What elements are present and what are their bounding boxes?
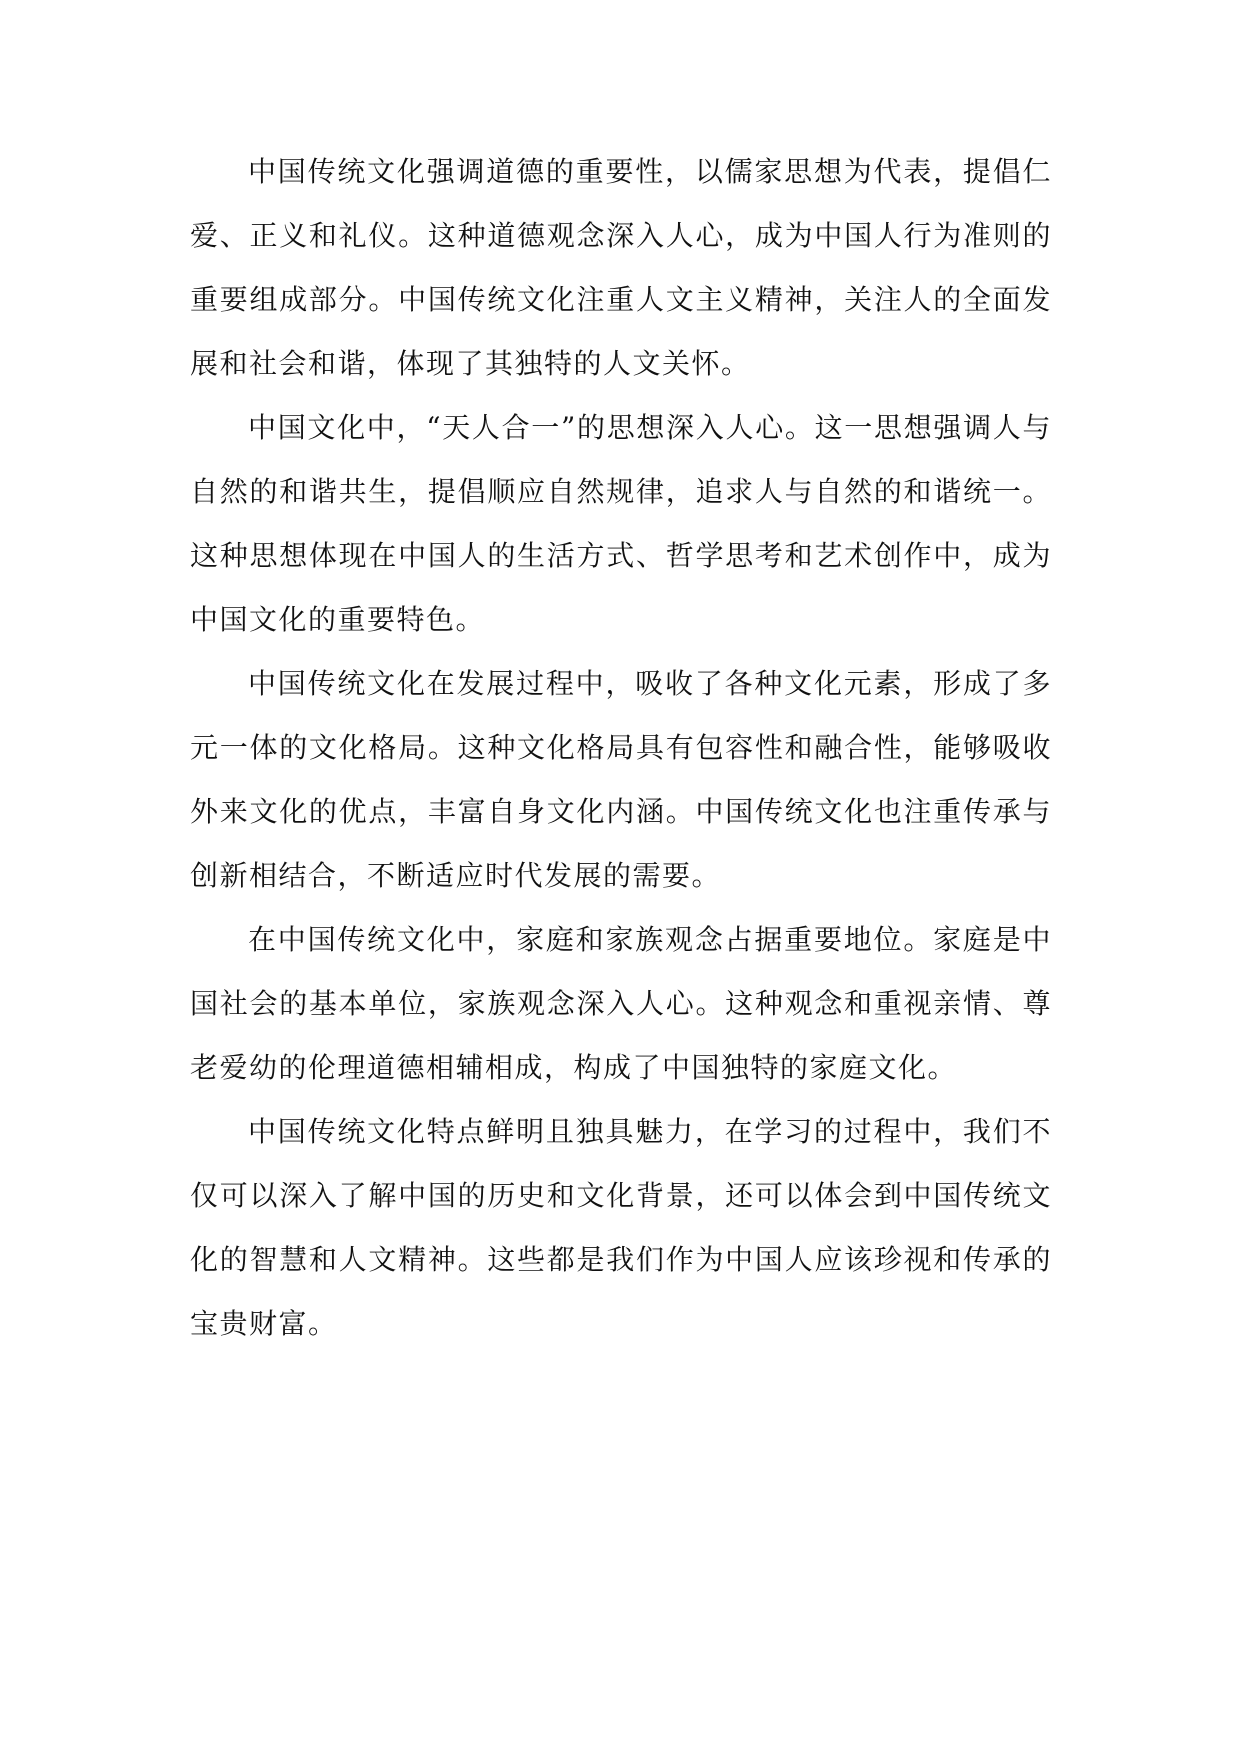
paragraph-1: 中国传统文化强调道德的重要性，以儒家思想为代表，提倡仁爱、正义和礼仪。这种道德观念深入人心，成为中国人行为准则的重要组成部分。中国传统文化注重人文主义精神，关注人的全面发展和社会和谐，体现了其独特的人文关怀。 [190, 155, 1052, 380]
paragraph-5: 中国传统文化特点鲜明且独具魅力，在学习的过程中，我们不仅可以深入了解中国的历史和文化背景，还可以体会到中国传统文化的智慧和人文精神。这些都是我们作为中国人应该珍视和传承的宝贵财富。 [190, 1115, 1052, 1340]
paragraph-2: 中国文化中，“天人合一”的思想深入人心。这一思想强调人与自然的和谐共生，提倡顺应自然规律，追求人与自然的和谐统一。这种思想体现在中国人的生活方式、哲学思考和艺术创作中，成为中国文化的重要特色。 [190, 411, 1052, 636]
paragraph-3: 中国传统文化在发展过程中，吸收了各种文化元素，形成了多元一体的文化格局。这种文化格局具有包容性和融合性，能够吸收外来文化的优点，丰富自身文化内涵。中国传统文化也注重传承与创新相结合，不断适应时代发展的需要。 [190, 667, 1052, 892]
paragraph-4: 在中国传统文化中，家庭和家族观念占据重要地位。家庭是中国社会的基本单位，家族观念深入人心。这种观念和重视亲情、尊老爱幼的伦理道德相辅相成，构成了中国独特的家庭文化。 [190, 923, 1052, 1084]
document-body [190, 140, 1052, 1356]
